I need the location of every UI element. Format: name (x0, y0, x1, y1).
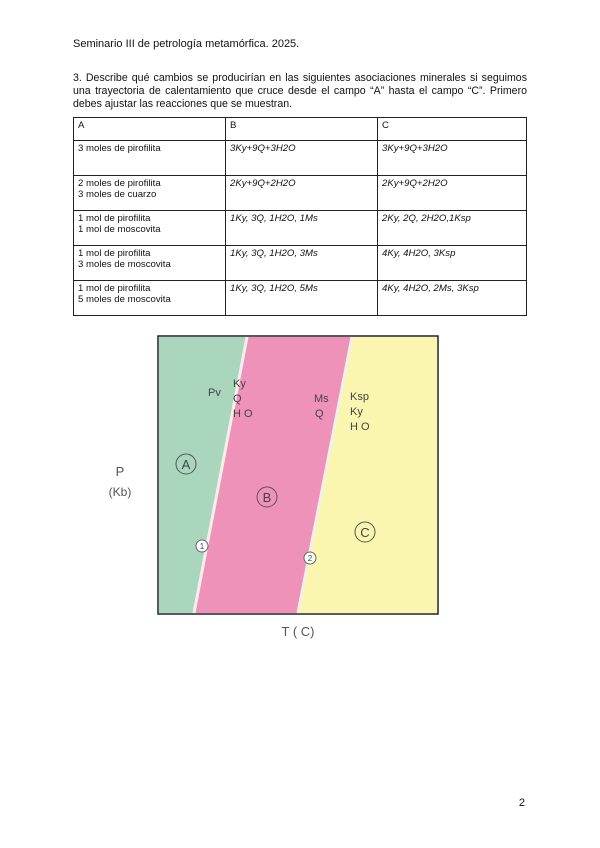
pt-diagram (100, 330, 500, 650)
field-c-mineral: Ksp (350, 391, 369, 403)
cell-b: 1Ky, 3Q, 1H2O, 1Ms (226, 211, 378, 246)
field-a-mineral: Pv (208, 387, 221, 399)
cell-a-line: 3 moles de pirofilita (78, 143, 161, 154)
x-axis-label: T ( C) (281, 624, 315, 639)
field-c-mineral: H O (350, 421, 370, 433)
reaction-marker-1-label: 1 (199, 542, 205, 551)
page-number: 2 (518, 797, 525, 809)
field-b-mineral: Ky (233, 378, 246, 390)
q-label: Q (315, 408, 324, 420)
cell-b: 1Ky, 3Q, 1H2O, 3Ms (226, 246, 378, 281)
page-header: Seminario III de petrología metamórfica. 2025. (73, 38, 300, 50)
cell-a-line: 3 moles de moscovita (78, 259, 171, 270)
cell-a (74, 176, 226, 211)
cell-a (74, 246, 226, 281)
table-row (74, 281, 527, 316)
ms-label: Ms (314, 393, 329, 405)
header-a: A (74, 118, 226, 141)
reaction-marker-2-label: 2 (307, 554, 313, 563)
table-row (74, 246, 527, 281)
header-b: B (226, 118, 378, 141)
cell-c: 2Ky+9Q+2H2O (378, 176, 527, 211)
field-c-mineral: Ky (350, 406, 363, 418)
cell-c: 2Ky, 2Q, 2H2O,1Ksp (378, 211, 527, 246)
cell-a-line: 1 mol de pirofilita (78, 248, 151, 259)
y-axis-label-p: P (115, 464, 125, 479)
y-axis-label-unit: (Kb) (108, 485, 132, 499)
cell-c: 4Ky, 4H2O, 3Ksp (378, 246, 527, 281)
cell-b: 2Ky+9Q+2H2O (226, 176, 378, 211)
field-a-label: A (181, 457, 191, 472)
cell-a-line: 1 mol de pirofilita (78, 283, 151, 294)
cell-a (74, 211, 226, 246)
field-b-mineral: Q (233, 393, 242, 405)
cell-c: 3Ky+9Q+3H2O (378, 141, 527, 176)
cell-a-line: 5 moles de moscovita (78, 294, 171, 305)
table-header-row (74, 118, 527, 141)
cell-a-line: 1 mol de pirofilita (78, 213, 151, 224)
cell-b: 3Ky+9Q+3H2O (226, 141, 378, 176)
question-text: 3. Describe qué cambios se producirían en las siguientes asociaciones minerales si seguimos una trayectoria de calentamiento que cruce desde el campo “A” hasta el campo “C”. Primero debes ajustar las reacciones que se muestran. (73, 72, 527, 110)
cell-c: 4Ky, 4H2O, 2Ms, 3Ksp (378, 281, 527, 316)
header-c: C (378, 118, 527, 141)
field-b-mineral: H O (233, 408, 253, 420)
table-row (74, 176, 527, 211)
table-row (74, 211, 527, 246)
cell-a (74, 141, 226, 176)
cell-a (74, 281, 226, 316)
table-row (74, 141, 527, 176)
field-b-label: B (262, 490, 272, 505)
cell-a-line: 1 mol de moscovita (78, 224, 161, 235)
field-c-label: C (360, 525, 370, 540)
cell-a-line: 3 moles de cuarzo (78, 189, 157, 200)
cell-a-line: 2 moles de pirofilita (78, 178, 161, 189)
cell-b: 1Ky, 3Q, 1H2O, 5Ms (226, 281, 378, 316)
reaction-table (73, 117, 527, 316)
